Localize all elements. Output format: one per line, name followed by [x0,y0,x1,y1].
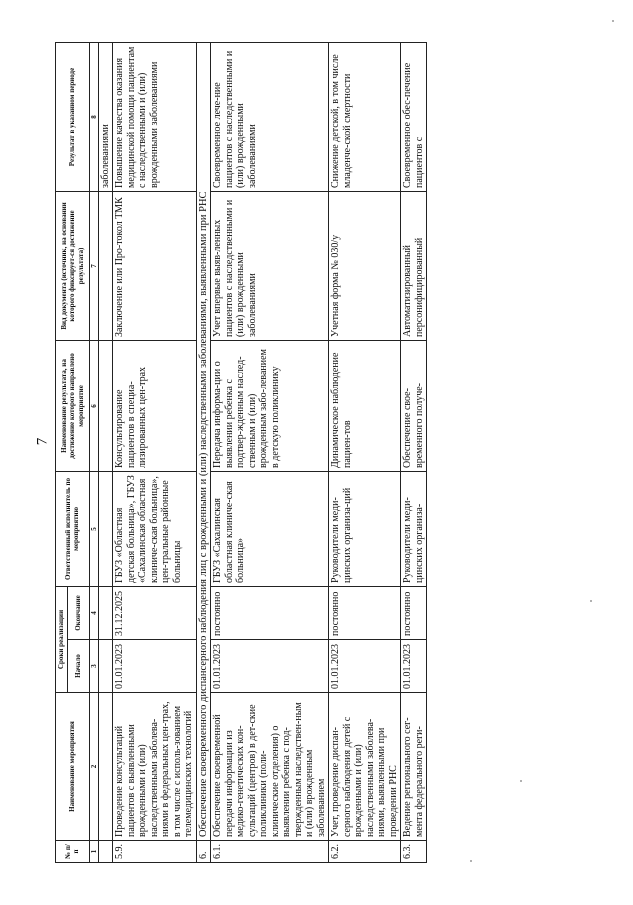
table-row [113,42,197,862]
start-date: 01.01.2023 [113,640,197,693]
executor: ГБУЗ «Сахалинская областная клиниче-ская больница» [211,471,329,586]
measure-name: Проведение консультаций пациентов с выявленными врожденными и (или) наследственными заболева-ниями в федеральных цен-трах, в том числе с исполь-зованием телемедицинских технологий [113,693,197,841]
end-date: 31.12.2025 [113,586,197,639]
row-num: 6.3. [401,841,427,863]
row-num: 5.9. [113,841,197,863]
header-end: Окончание [67,586,89,639]
executor: Руководители меди-цинских организа- [401,471,427,586]
result-name: Консультирование пациентов в специа-лизированных цен-трах [113,340,197,471]
executor: ГБУЗ «Областная детская больница», ГБУЗ «Сахалинская областная клиниче-ская больница», цен-тральные районные больницы [113,471,197,586]
col-number: 8 [89,42,98,191]
header-executor: Ответственный исполнитель по мероприятию [56,471,90,586]
col-number: 2 [89,693,98,841]
result: Своевременное обес-печение пациентов с [401,42,427,191]
document-type: Учетная форма № 030/у [329,191,401,340]
result-name: Обеспечение свое-временного получе- [401,340,427,471]
scan-speck [612,20,614,22]
measure-name: Обеспечение своевременной передачи информации из медико-генетических кон-сультаций (центров) в дет-ские поликлиники (поли-клинические отделения) о выявлении ребенка с под-твержденным наследствен-ным и (или) врожденным заболеванием [211,693,329,841]
col-number: 7 [89,191,98,340]
end-date: постоянно [329,586,401,639]
end-date: постоянно [211,586,329,639]
col-number: 6 [89,340,98,471]
result: Повышение качества оказания медицинской помощи пациентам с наследственными и (или) врожденными заболеваниями [113,42,197,191]
start-date: 01.01.2023 [401,640,427,693]
table-row-section [196,42,211,862]
document-type: Учет впервые выяв-ленных пациентов с наследственными и (или) врожденными заболеваниями [211,191,329,340]
carry-over-text: заболеваниями [98,42,113,191]
page-number: 7 [34,437,51,446]
header-result: Результат в указанном периоде [56,42,90,191]
scan-speck [520,780,522,782]
scan-speck [470,860,472,862]
document-type: Заключение или Про-токол ТМК [113,191,197,340]
section-title: Обеспечение своевременного диспансерного наблюдения лиц с врожденными и (или) наследственными заболеваниями, выявленными при РНС [196,42,211,840]
col-number: 1 [89,841,98,863]
table-row-carry-over [98,42,113,862]
scan-speck [590,600,592,602]
start-date: 01.01.2023 [211,640,329,693]
row-num: 6.1. [211,841,329,863]
col-number: 4 [89,586,98,639]
col-number: 3 [89,640,98,693]
measures-table [55,42,427,863]
executor: Руководители меди-цинских организа-ций [329,471,401,586]
row-num: 6. [196,841,211,863]
table-row [329,42,401,862]
row-num: 6.2. [329,841,401,863]
document-type: Автоматизированный персонифицированный [401,191,427,340]
end-date: постоянно [401,586,427,639]
table-row [401,42,427,862]
rotated-table-container [55,43,575,863]
header-start: Начало [67,640,89,693]
result: Снижение детской, в том числе младенче-ской смертности [329,42,401,191]
header-document: Вид документа (источник, на основании которого фиксирует-ся достижение результата) [56,191,90,340]
measure-name: Учет, проведение диспан-серного наблюдения детей с врожденными и (или) наследственными заболева-ниями, выявленными при проведении РНС [329,693,401,841]
header-num: № п/п [56,841,90,863]
start-date: 01.01.2023 [329,640,401,693]
result: Своевременное лече-ние пациентов с наследственными и (или) врожденными заболеваниями [211,42,329,191]
header-name: Наименование мероприятия [56,693,90,841]
header-terms: Сроки реализации [56,586,68,692]
result-name: Динамическое наблюдение пациен-тов [329,340,401,471]
measure-name: Ведение регионального сег-мента федерального реги- [401,693,427,841]
table-row [211,42,329,862]
header-result-name: Наименование результата, на достижение которого направлено мероприятие [56,340,90,471]
result-name: Передача информа-ции о выявлении ребенка с подтвер-жденным наслед-ственным и (или) врожденным забо-леванием в детскую поликлинику [211,340,329,471]
col-number: 5 [89,471,98,586]
